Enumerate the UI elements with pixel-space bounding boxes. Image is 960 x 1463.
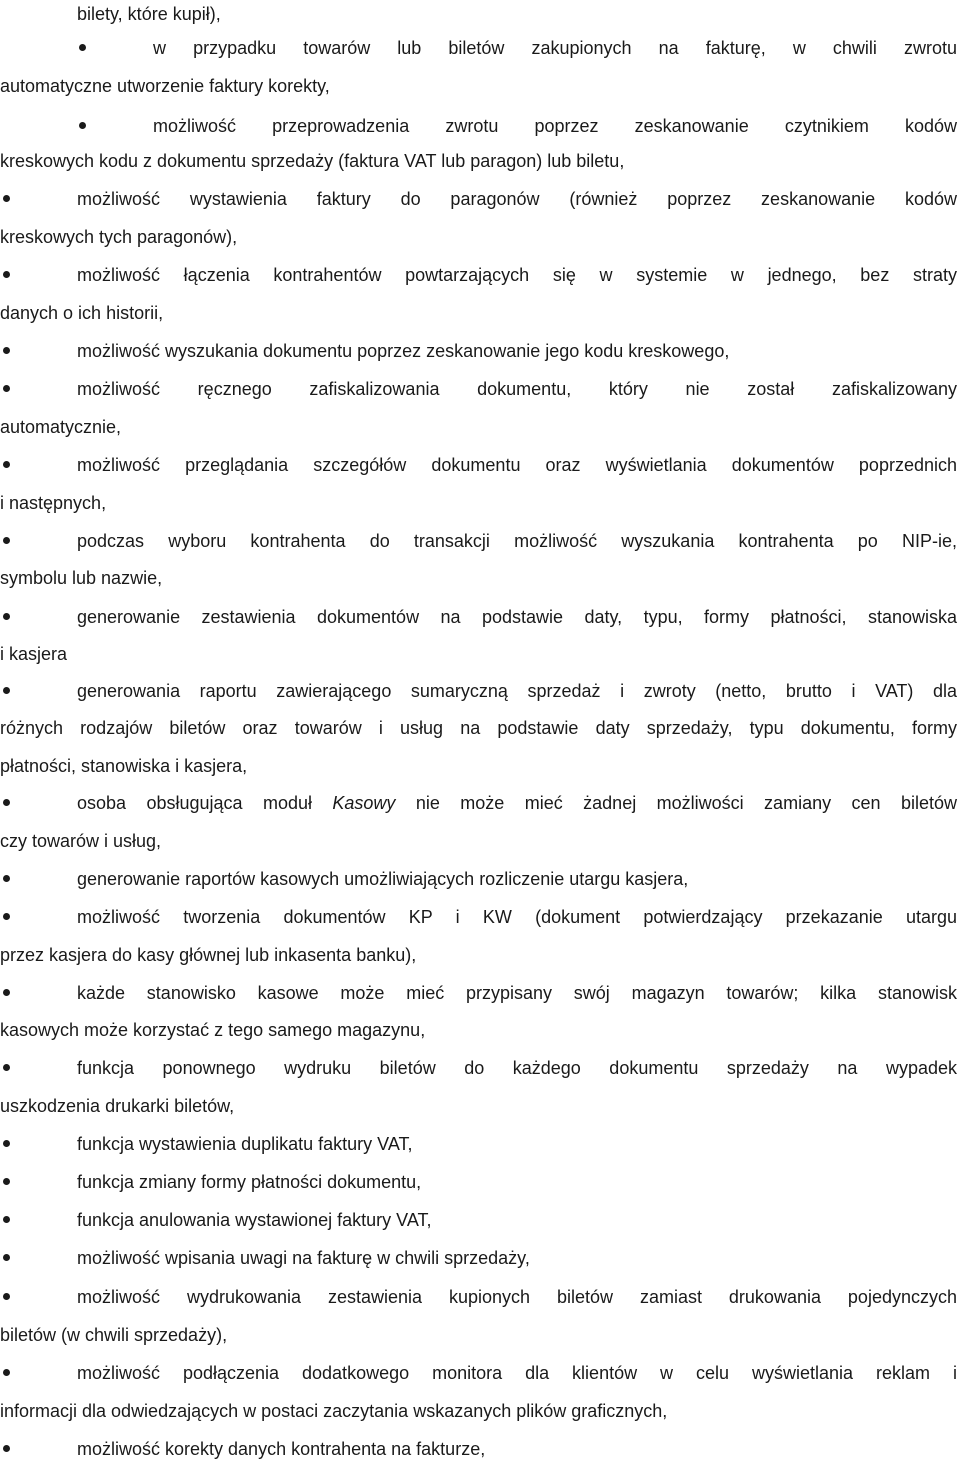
line-text (0, 640, 957, 668)
text-run: i kasjera (0, 644, 68, 664)
line-text (77, 375, 957, 403)
line-text (77, 185, 957, 213)
line-text (77, 1054, 957, 1082)
text-line (0, 375, 957, 403)
text-run: możliwość przeglądania szczegółów dokumentu oraz wyświetlania dokumentów poprzednich (77, 455, 957, 475)
text-line (0, 451, 957, 479)
text-run: przez kasjera do kasy głównej lub inkasenta banku), (0, 945, 417, 965)
line-text (0, 1321, 957, 1349)
text-line (0, 112, 957, 140)
bullet-icon (3, 347, 10, 354)
text-run: możliwość łączenia kontrahentów powtarzających się w systemie w jednego, bez straty (77, 265, 957, 285)
text-line (0, 1321, 957, 1349)
text-line (0, 1054, 957, 1082)
bullet-icon (3, 385, 10, 392)
line-text (0, 413, 957, 441)
text-line (0, 147, 957, 175)
bullet-icon (3, 461, 10, 468)
text-line (0, 564, 957, 592)
text-line (0, 261, 957, 289)
text-run: funkcja anulowania wystawionej faktury VAT, (77, 1210, 432, 1230)
text-line (0, 1016, 957, 1044)
bullet-icon (3, 875, 10, 882)
line-text (77, 261, 957, 289)
text-run: podczas wyboru kontrahenta do transakcji możliwość wyszukania kontrahenta po NIP-ie, (77, 531, 957, 551)
bullet-icon (3, 1369, 10, 1376)
bullet-icon (3, 271, 10, 278)
text-line (0, 34, 957, 62)
text-run: kasowych może korzystać z tego samego magazynu, (0, 1020, 426, 1040)
text-line (0, 185, 957, 213)
text-run: symbolu lub nazwie, (0, 568, 163, 588)
text-line (0, 941, 957, 969)
line-text (77, 865, 957, 893)
text-run: funkcja zmiany formy płatności dokumentu, (77, 1172, 422, 1192)
text-run: kreskowych tych paragonów), (0, 227, 238, 247)
text-run: generowania raportu zawierającego sumaryczną sprzedaż i zwroty (netto, brutto i VAT) dla (77, 681, 957, 701)
text-run: danych o ich historii, (0, 303, 164, 323)
line-text (77, 603, 957, 631)
bullet-icon (3, 1064, 10, 1071)
text-line (0, 827, 957, 855)
text-run: informacji dla odwiedzających w postaci zaczytania wskazanych plików graficznych, (0, 1401, 668, 1421)
line-text (77, 1168, 957, 1196)
text-run: w przypadku towarów lub biletów zakupionych na fakturę, w chwili zwrotu (153, 38, 957, 58)
bullet-icon (79, 122, 86, 129)
line-text (77, 527, 957, 555)
text-line (0, 1283, 957, 1311)
bullet-icon (3, 1178, 10, 1185)
text-run: biletów (w chwili sprzedaży), (0, 1325, 228, 1345)
text-run: możliwość wpisania uwagi na fakturę w chwili sprzedaży, (77, 1248, 530, 1268)
text-line (0, 489, 957, 517)
text-run: możliwość ręcznego zafiskalizowania dokumentu, który nie został zafiskalizowany (77, 379, 957, 399)
text-line (0, 1359, 957, 1387)
line-text (153, 112, 957, 140)
text-line (0, 337, 957, 365)
text-run: automatycznie, (0, 417, 122, 437)
line-text (0, 1016, 957, 1044)
line-text (77, 0, 957, 28)
text-line (0, 603, 957, 631)
line-text (77, 1206, 957, 1234)
text-line (0, 865, 957, 893)
line-text (77, 337, 957, 365)
line-text (77, 1244, 957, 1272)
line-text (0, 714, 957, 742)
italic-term: Kasowy (332, 793, 396, 813)
line-text (0, 827, 957, 855)
text-run: automatyczne utworzenie faktury korekty, (0, 76, 330, 96)
text-line (0, 1206, 957, 1234)
bullet-icon (3, 989, 10, 996)
bullet-icon (79, 44, 86, 51)
line-text (0, 299, 957, 327)
text-line (0, 714, 957, 742)
line-text (0, 72, 957, 100)
text-run: możliwość korekty danych kontrahenta na fakturze, (77, 1439, 486, 1459)
line-text (0, 147, 957, 175)
text-run: nie może mieć żadnej możliwości zamiany cen biletów (395, 793, 957, 813)
text-run: uszkodzenia drukarki biletów, (0, 1096, 235, 1116)
text-line (0, 527, 957, 555)
text-run: możliwość przeprowadzenia zwrotu poprzez zeskanowanie czytnikiem kodów (153, 116, 957, 136)
text-line (0, 299, 957, 327)
line-text (0, 1092, 957, 1120)
bullet-icon (3, 1216, 10, 1223)
text-line (0, 1168, 957, 1196)
bullet-icon (3, 799, 10, 806)
line-text (77, 677, 957, 705)
line-text (0, 564, 957, 592)
bullet-icon (3, 1445, 10, 1452)
line-text (77, 1130, 957, 1158)
bullet-icon (3, 687, 10, 694)
text-run: możliwość wydrukowania zestawienia kupionych biletów zamiast drukowania pojedynczych (77, 1287, 957, 1307)
text-run: osoba obsługująca moduł (77, 793, 333, 813)
line-text (77, 1435, 957, 1463)
text-run: generowanie raportów kasowych umożliwiających rozliczenie utargu kasjera, (77, 869, 689, 889)
line-text (153, 34, 957, 62)
text-line (0, 789, 957, 817)
text-run: każde stanowisko kasowe może mieć przypisany swój magazyn towarów; kilka stanowisk (77, 983, 957, 1003)
bullet-icon (3, 613, 10, 620)
text-line (0, 979, 957, 1007)
text-line (0, 1092, 957, 1120)
line-text (0, 1397, 957, 1425)
line-text (0, 223, 957, 251)
text-run: generowanie zestawienia dokumentów na podstawie daty, typu, formy płatności, stanowiska (77, 607, 957, 627)
text-line (0, 72, 957, 100)
line-text (0, 489, 957, 517)
text-line (0, 0, 957, 28)
text-run: możliwość wyszukania dokumentu poprzez zeskanowanie jego kodu kreskowego, (77, 341, 730, 361)
text-run: bilety, które kupił), (77, 4, 221, 24)
text-line (0, 1435, 957, 1463)
bullet-icon (3, 195, 10, 202)
text-run: możliwość podłączenia dodatkowego monitora dla klientów w celu wyświetlania reklam i (77, 1363, 957, 1383)
text-line (0, 1397, 957, 1425)
line-text (77, 979, 957, 1007)
text-run: funkcja ponownego wydruku biletów do każdego dokumentu sprzedaży na wypadek (77, 1058, 957, 1078)
text-line (0, 752, 957, 780)
bullet-icon (3, 1254, 10, 1261)
line-text (0, 752, 957, 780)
line-text (77, 903, 957, 931)
text-line (0, 903, 957, 931)
text-line (0, 223, 957, 251)
text-run: i następnych, (0, 493, 107, 513)
line-text (0, 941, 957, 969)
bullet-icon (3, 1140, 10, 1147)
text-run: możliwość tworzenia dokumentów KP i KW (dokument potwierdzający przekazanie utargu (77, 907, 957, 927)
text-run: funkcja wystawienia duplikatu faktury VAT, (77, 1134, 413, 1154)
text-run: różnych rodzajów biletów oraz towarów i usług na podstawie daty sprzedaży, typu dokumentu, formy (0, 718, 957, 738)
text-run: płatności, stanowiska i kasjera, (0, 756, 248, 776)
text-run: kreskowych kodu z dokumentu sprzedaży (faktura VAT lub paragon) lub biletu, (0, 151, 625, 171)
text-run: możliwość wystawienia faktury do paragonów (również poprzez zeskanowanie kodów (77, 189, 957, 209)
line-text (77, 1359, 957, 1387)
text-line (0, 413, 957, 441)
line-text (77, 451, 957, 479)
text-line (0, 677, 957, 705)
text-line (0, 1244, 957, 1272)
line-text (77, 789, 957, 817)
text-line (0, 640, 957, 668)
bullet-icon (3, 1293, 10, 1300)
line-text (77, 1283, 957, 1311)
bullet-icon (3, 537, 10, 544)
text-run: czy towarów i usług, (0, 831, 162, 851)
bullet-icon (3, 913, 10, 920)
text-line (0, 1130, 957, 1158)
